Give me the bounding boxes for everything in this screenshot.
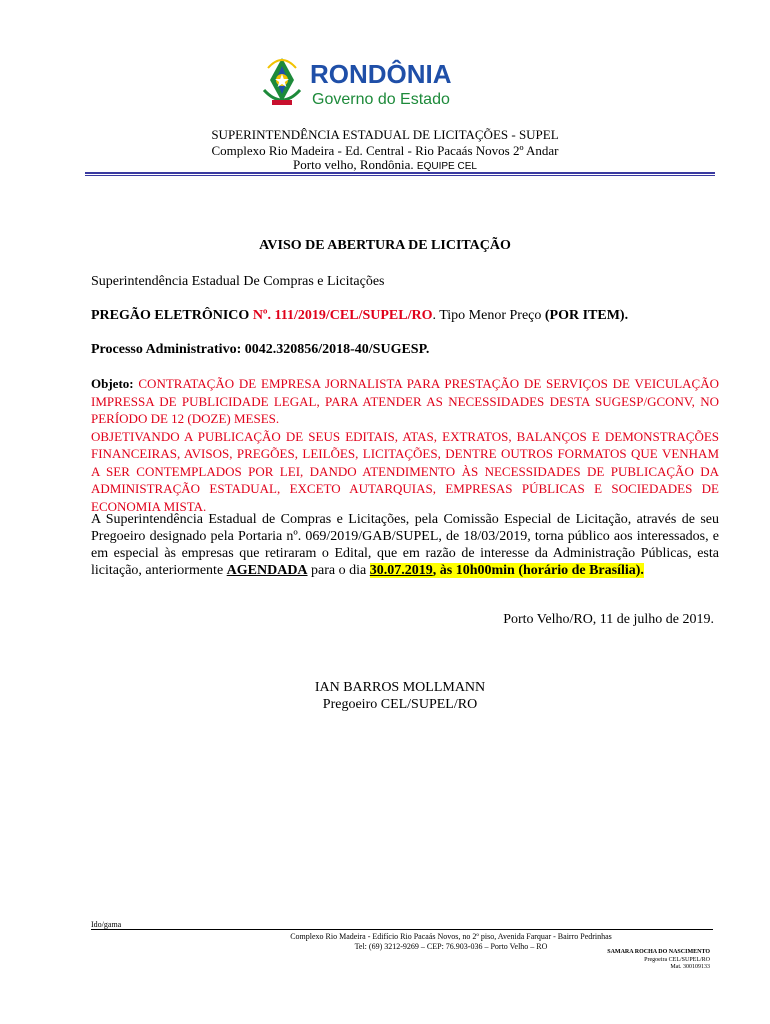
footer-divider [91, 929, 713, 930]
rondonia-logo [262, 50, 462, 112]
objeto-label: Objeto: [91, 376, 134, 391]
signer-role: Pregoeiro CEL/SUPEL/RO [322, 697, 478, 712]
pregao-tipo: . Tipo Menor Preço [432, 308, 542, 323]
logo-subtitle: Governo do Estado [312, 91, 450, 108]
pregao-label: PREGÃO ELETRÔNICO [91, 308, 250, 323]
signature-stamp [560, 949, 710, 972]
agendada-word: AGENDADA [226, 563, 308, 578]
stamp-name: SAMARA ROCHA DO NASCIMENTO [607, 949, 710, 955]
agency-name: Superintendência Estadual De Compras e Licitações [91, 274, 385, 289]
header-team: EQUIPE CEL [416, 161, 477, 172]
header-divider [85, 172, 715, 174]
objeto-block [91, 375, 719, 515]
document-title: AVISO DE ABERTURA DE LICITAÇÃO [259, 238, 511, 253]
logo-name: RONDÔNIA [310, 59, 452, 89]
processo-line: Processo Administrativo: 0042.320856/2018-40/SUGESP. [91, 342, 430, 357]
header-divider-thin [85, 175, 715, 176]
reopening-date: 30.07.2019 [369, 563, 433, 578]
signer-name: IAN BARROS MOLLMANN [314, 680, 486, 695]
footer-address: Complexo Rio Madeira - Edifício Rio Pacaás Novos, no 2º piso, Avenida Farquar - Bairro Pedrinhas [290, 932, 612, 941]
place-date: Porto Velho/RO, 11 de julho de 2019. [503, 612, 714, 627]
pregao-line [91, 307, 628, 324]
stamp-role: Pregoeira CEL/SUPEL/RO [644, 956, 710, 963]
objeto-text-2: OBJETIVANDO A PUBLICAÇÃO DE SEUS EDITAIS, ATAS, EXTRATOS, BALANÇOS E DEMONSTRAÇÕES FINANCEIRAS, AVISOS, PREGÕES, LEILÕES, LICITAÇÕES, DENTRE OUTROS FORMATOS QUE VENHAM A SER CONTEMPLADOS POR LEI, DANDO ATENDIMENTO ÀS NECESSIDADES DE PUBLICAÇÃO DA ADMINISTRAÇÃO ESTADUAL, EXCETO AUTARQUIAS, EMPRESAS PÚBLICAS E SOCIEDADES DE ECONOMIA MISTA. [91, 428, 719, 514]
stamp-mat: Mat. 300109133 [670, 964, 710, 970]
body-text: A Superintendência Estadual de Compras e Licitações, pela Comissão Especial de Licitação, através de seu Pregoeiro designado pela Portaria nº. 069/2019/GAB/SUPEL, de 18/03/2019, torna público aos interessados, e em especial às empresas que retiraram o Edital, que em razão de interesse da Administração Públicas, esta licitação, anteriormente [91, 512, 719, 578]
pregao-number: Nº. 111/2019/CEL/SUPEL/RO [252, 308, 433, 323]
coat-of-arms-icon [264, 58, 300, 105]
reopening-time: , às 10h00min (horário de Brasília). [432, 563, 644, 578]
header-city: Porto velho, Rondônia. [293, 157, 414, 172]
body-paragraph [91, 511, 719, 579]
footer-contact: Tel: (69) 3212-9269 – CEP: 76.903-036 – Porto Velho – RO [354, 942, 548, 951]
objeto-text: CONTRATAÇÃO DE EMPRESA JORNALISTA PARA PRESTAÇÃO DE SERVIÇOS DE VEICULAÇÃO IMPRESSA DE PUBLICIDADE LEGAL, PARA ATENDER AS NECESSIDADES DESTA SUGESP/GCONV, NO PERÍODO DE 12 (DOZE) MESES. [91, 376, 719, 426]
pregao-item: (POR ITEM). [544, 308, 629, 323]
header-line-2: Complexo Rio Madeira - Ed. Central - Rio Pacaás Novos 2º Andar [211, 143, 559, 158]
para-o-dia: para o dia [311, 563, 367, 578]
footer-initials: Ido/gama [91, 920, 122, 929]
header-line-1: SUPERINTENDÊNCIA ESTADUAL DE LICITAÇÕES - SUPEL [211, 127, 559, 142]
